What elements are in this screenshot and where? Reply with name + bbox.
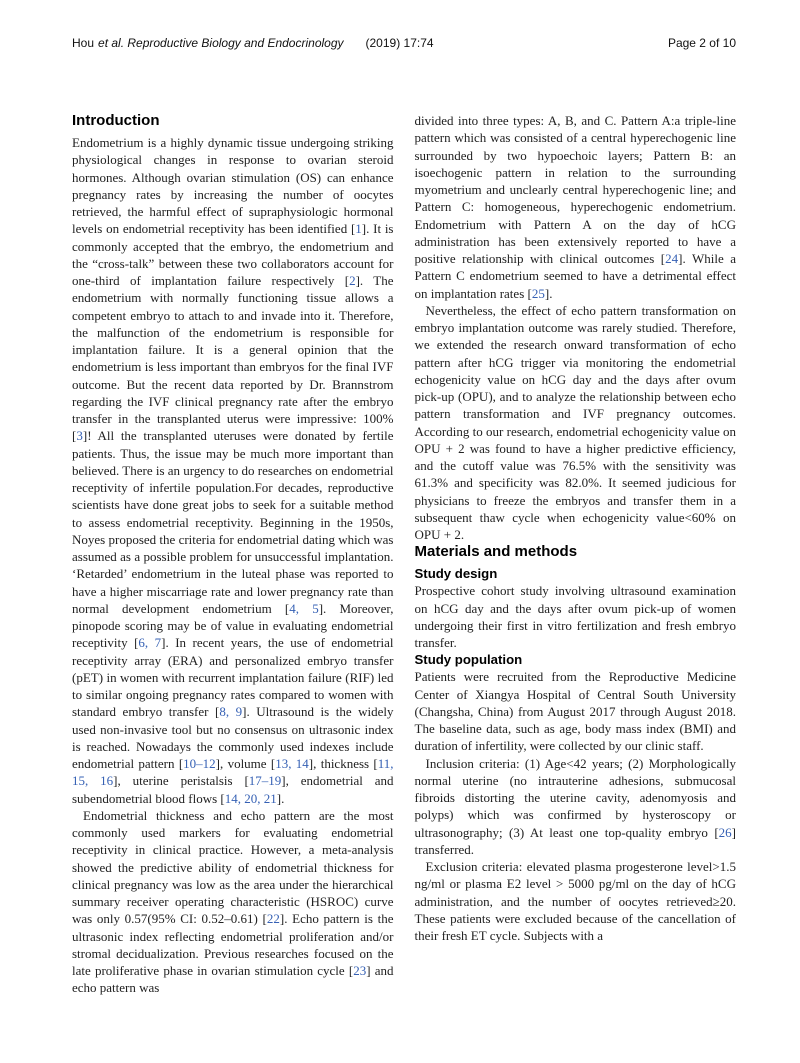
citation-link[interactable]: 10–12 <box>183 756 216 771</box>
paragraph-inclusion-criteria: Inclusion criteria: (1) Age<42 years; (2) Morphologically normal uterine (no intrauterine adhesions, submucosal fibroids distorting the uterine cavity, adenomyosis and polyps) which was confirmed by hysteroscopy or ultrasonography; (3) At least one top-quality embryo [26] transferred. <box>414 755 736 857</box>
citation-link[interactable]: 11, 15, 16 <box>72 756 394 789</box>
section-heading-introduction: Introduction <box>72 112 160 129</box>
paragraph-introduction-1: Endometrium is a highly dynamic tissue undergoing striking physiological changes in response to ovarian steroid hormones. Although ovarian stimulation (OS) can enhance pregnancy rates by increasing the number of oocytes retrieved, the harmful effect of supraphysiologic hormonal levels on endometrial receptivity has been identified [1]. It is commonly accepted that the embryo, the endometrium and the “cross-talk” between these two collaborators account for one-third of implantation failure respectively [2]. The endometrium with normally functioning tissue allows a competent embryo to attach to and invade into it. Therefore, the malfunction of the endometrium is responsible for implantation failure. It is a general opinion that the endometrium is less important than embryos for the final IVF outcome. But the recent data reported by Dr. Brannstrom regarding the IVF clinical pregnancy rate after the embryo transfer in the transplanted uterus were impressive: 100% [3]! All the transplanted uteruses were donated by fertile patients. Thus, the issue may be much more important than believed. There is an urgency to do researches on endometrial receptivity of infertile population.For decades, reproductive scientists have done great jobs to seek for a suitable method to assess endometrial receptivity. Beginning in the 1950s, Noyes proposed the criteria for endometrial dating which was assumed as a possible problem for unsuccessful implantation. ‘Retarded’ endometrium in the luteal phase was reported to have a higher miscarriage rate and lower pregnancy rate than normal development endometrium [4, 5]. Moreover, pinopode scoring may be of value in evaluating endometrial receptivity [6, 7]. In recent years, the use of endometrial receptivity array (ERA) and personalized embryo transfer (pET) in women with recurrent implantation failure (RIF) led to similar ongoing pregnancy rates compared to women with standard embryo transfer [8, 9]. Ultrasound is the widely used non-invasive tool but no consensus on ultrasonic index is reached. Nowadays the commonly used indexes include endometrial pattern [10–12], volume [13, 14], thickness [11, 15, 16], uterine peristalsis [17–19], endometrial and subendometrial blood flows [14, 20, 21]. <box>72 135 394 806</box>
citation-link[interactable]: 3 <box>76 428 83 444</box>
citation-link[interactable]: 14, 20, 21 <box>224 790 277 806</box>
running-header <box>72 36 736 50</box>
volume-citation: (2019) 17:74 <box>365 36 434 50</box>
article-body <box>72 112 736 1013</box>
citation-link[interactable]: 17–19 <box>248 773 282 789</box>
page-number: Page 2 of 10 <box>667 36 736 50</box>
citation-link[interactable]: 22 <box>266 911 280 927</box>
paragraph-study-design: Prospective cohort study involving ultrasound examination on hCG day and the days after ovum pick-up of women undergoing their first in vitro fertilization and fresh embryo transfer. <box>414 583 736 650</box>
paragraph-introduction-2-continued: divided into three types: A, B, and C. Pattern A:a triple-line pattern which was consisted of a central hyperechogenic line surrounded by two hypoechoic layers; Pattern B: an isoechogenic pattern in relation to the surrounding myometrium and unclearly central hyperechogenic line; and Pattern C: homogeneous, hyperechogenic endometrium. Endometrium with Pattern A on the day of hCG administration has been extensively reported to have a positive relationship with clinical outcomes [24]. While a Pattern C endometrium seemed to have a detrimental effect on implantation rates [25]. <box>414 113 736 301</box>
citation-link[interactable]: 4, 5 <box>289 600 319 616</box>
citation-link[interactable]: 2 <box>349 273 356 288</box>
author-name: Hou <box>72 36 95 50</box>
section-heading-materials-and-methods: Materials and methods <box>414 543 578 561</box>
citation-link[interactable]: 24 <box>665 251 679 266</box>
right-column <box>415 112 737 1013</box>
citation-link[interactable]: 26 <box>718 824 732 840</box>
citation-link[interactable]: 6, 7 <box>138 635 162 651</box>
subsection-heading-study-population: Study population <box>414 652 523 668</box>
citation-link[interactable]: 13, 14 <box>275 756 309 771</box>
journal-title: et al. Reproductive Biology and Endocrinology <box>98 36 344 50</box>
citation-link[interactable]: 25 <box>531 285 545 301</box>
running-head-citation <box>72 36 434 50</box>
paragraph-study-population-1: Patients were recruited from the Reproductive Medicine Center of Xiangya Hospital of Central South University (Changsha, China) from August 2017 through August 2018. The baseline data, such as age, body mass index (BMI) and duration of infertility, were collected by our clinic staff. <box>414 669 736 754</box>
subsection-heading-study-design: Study design <box>414 566 498 582</box>
paragraph-introduction-2: Endometrial thickness and echo pattern are the most commonly used markers for evaluating endometrial receptivity in clinical practice. However, a meta-analysis showed the predictive ability of endometrial thickness for clinical pregnancy was low as the area under the hierarchical summary receiver operating characteristic (HSROC) curve was only 0.57(95% CI: 0.52–0.61) [22]. Echo pattern is the ultrasonic index reflecting endometrial proliferation and/or stromal decidualization. Previous researches focused on the late proliferative phase in ovarian stimulation cycle [23] and echo pattern was <box>72 807 394 996</box>
citation-link[interactable]: 23 <box>353 963 367 978</box>
paragraph-introduction-3: Nevertheless, the effect of echo pattern transformation on embryo implantation outcome was rarely studied. Therefore, we extended the research onward transformation of echo pattern after hCG trigger via monitoring the endometrial echogenicity value on hCG day and the days after ovum pick-up (OPU), and to analyze the relationship between echo pattern transformation and IVF pregnancy outcomes. According to our research, endometrial echogenicity value on OPU + 2 was found to have a higher predictive efficiency, and the cutoff value was 76.5% with the sensitivity was 61.3% and specificity was 82.0%. It seemed judicious for physicians to freeze the embryos and transfer them in a subsequent thaw cycle when echogenicity value<60% on OPU + 2. <box>414 302 736 542</box>
citation-link[interactable]: 1 <box>355 221 362 237</box>
citation-link[interactable]: 8, 9 <box>219 704 243 720</box>
paragraph-exclusion-criteria: Exclusion criteria: elevated plasma progesterone level>1.5 ng/ml or plasma E2 level > 5000 pg/ml on the day of hCG administration, and the number of oocytes retrieved≥20. These patients were excluded because of the cancellation of their fresh ET cycle. Subjects with a <box>414 859 736 943</box>
left-column <box>72 112 394 1013</box>
